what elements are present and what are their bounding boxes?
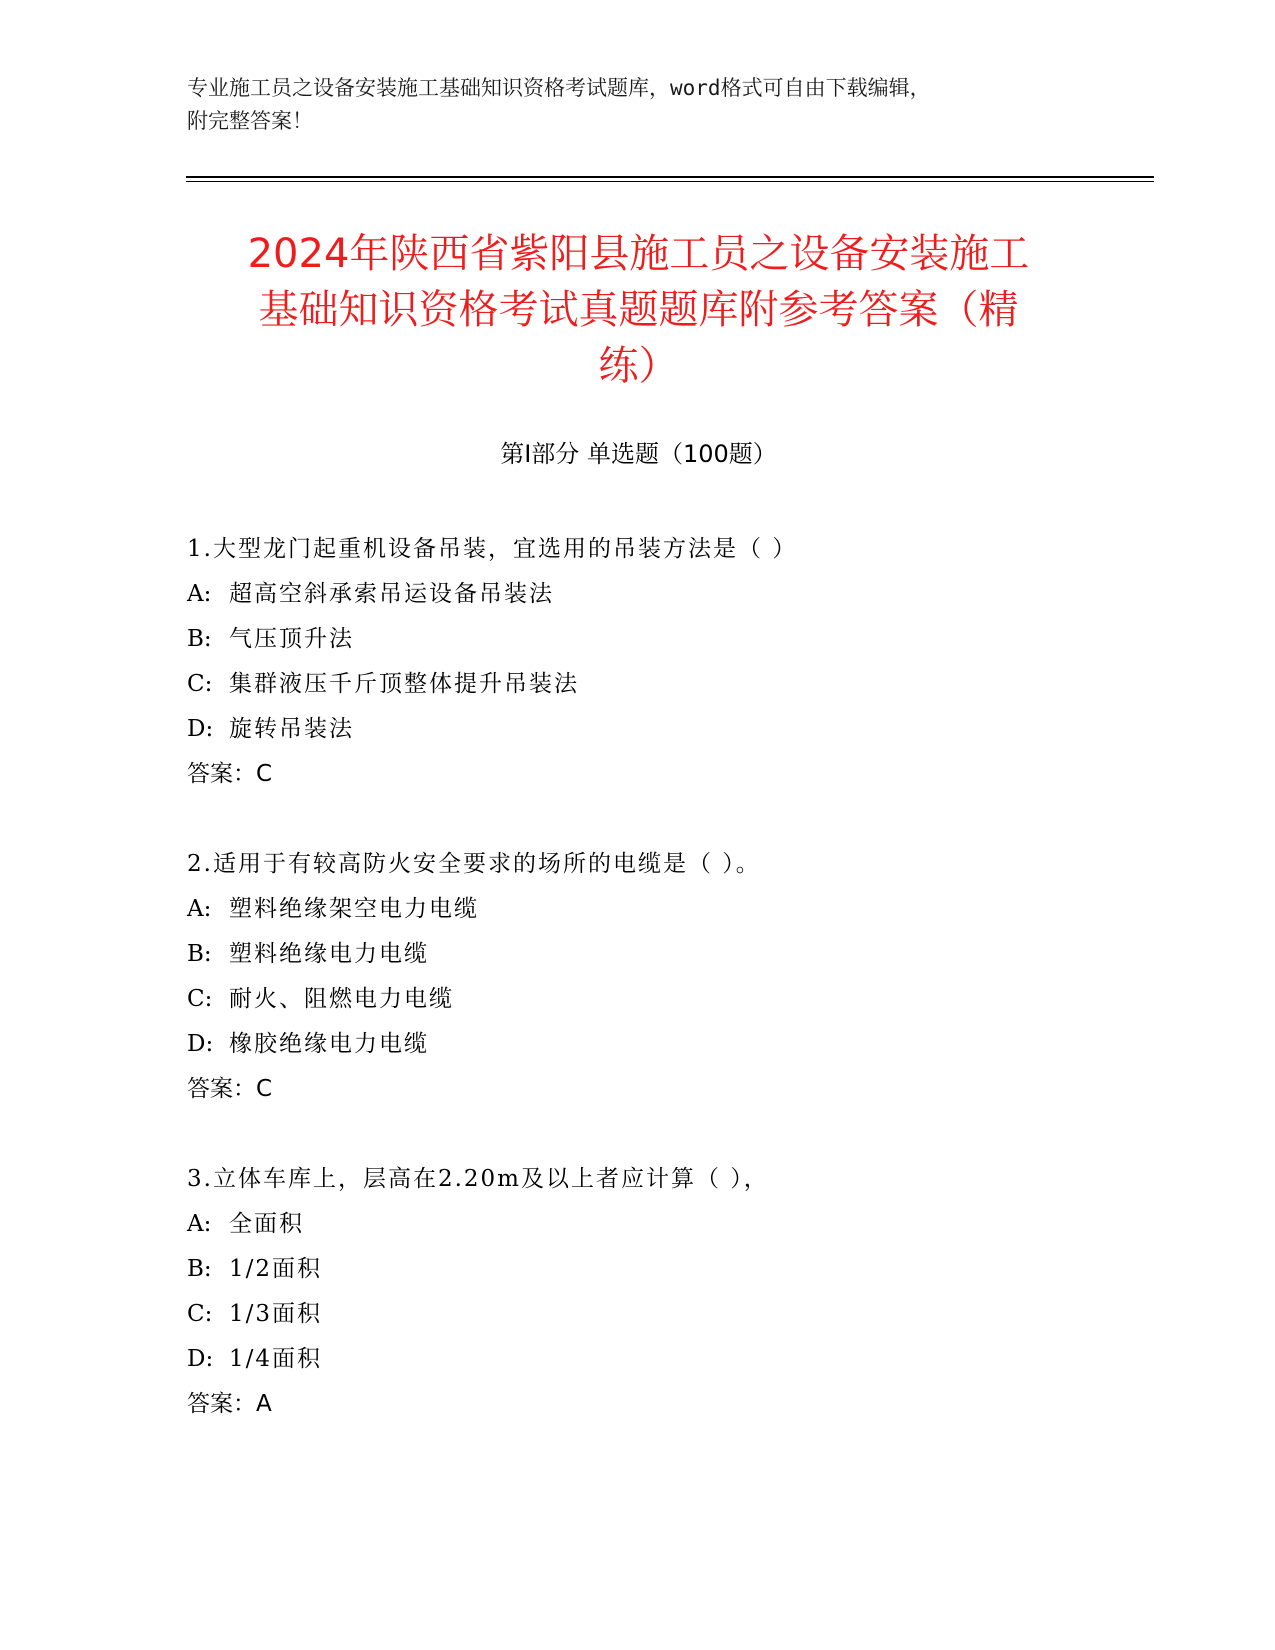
option-letter: D: bbox=[187, 1346, 214, 1372]
option-text: 1/4面积 bbox=[229, 1346, 323, 1372]
answer-line: 答案：A bbox=[187, 1391, 272, 1417]
option-letter: B: bbox=[187, 941, 212, 967]
option-letter: D: bbox=[187, 716, 214, 742]
option-text: 橡胶绝缘电力电缆 bbox=[229, 1031, 429, 1057]
header-note bbox=[187, 72, 1087, 138]
document-title-line: 练） bbox=[598, 343, 679, 389]
option-d bbox=[187, 1337, 1087, 1382]
option-letter: C: bbox=[187, 986, 213, 1012]
option-letter: C: bbox=[187, 1301, 213, 1327]
option-text: 1/2面积 bbox=[229, 1256, 323, 1282]
option-text: 旋转吊装法 bbox=[229, 716, 354, 742]
answer-line: 答案：C bbox=[187, 1076, 273, 1102]
option-text: 塑料绝缘架空电力电缆 bbox=[229, 896, 479, 922]
option-d bbox=[187, 707, 1087, 752]
option-letter: B: bbox=[187, 1256, 212, 1282]
header-divider-thick bbox=[186, 176, 1154, 178]
question-list bbox=[187, 527, 1087, 1472]
header-note-line: 专业施工员之设备安装施工基础知识资格考试题库，word格式可自由下载编辑， bbox=[187, 76, 931, 100]
option-d bbox=[187, 1022, 1087, 1067]
option-b bbox=[187, 1247, 1087, 1292]
option-text: 集群液压千斤顶整体提升吊装法 bbox=[229, 671, 579, 697]
option-c bbox=[187, 977, 1087, 1022]
section-heading: 第Ⅰ部分 单选题（100题） bbox=[500, 440, 777, 468]
option-letter: B: bbox=[187, 626, 212, 652]
option-text: 耐火、阻燃电力电缆 bbox=[229, 986, 454, 1012]
question-stem: 1.大型龙门起重机设备吊装，宜选用的吊装方法是（ ） bbox=[187, 536, 798, 562]
option-a bbox=[187, 572, 1087, 617]
question-stem: 2.适用于有较高防火安全要求的场所的电缆是（ ）。 bbox=[187, 851, 761, 877]
question-stem: 3.立体车库上，层高在2.20m及以上者应计算（ ）， bbox=[187, 1166, 769, 1192]
option-letter: A: bbox=[187, 581, 212, 607]
option-a bbox=[187, 887, 1087, 932]
document-title bbox=[186, 226, 1091, 394]
option-letter: C: bbox=[187, 671, 213, 697]
header-note-line: 附完整答案！ bbox=[187, 109, 313, 133]
option-c bbox=[187, 662, 1087, 707]
answer-line: 答案：C bbox=[187, 761, 273, 787]
option-text: 1/3面积 bbox=[229, 1301, 323, 1327]
question-3 bbox=[187, 1157, 1087, 1427]
question-2 bbox=[187, 842, 1087, 1112]
option-text: 全面积 bbox=[229, 1211, 304, 1237]
option-b bbox=[187, 932, 1087, 977]
option-letter: D: bbox=[187, 1031, 214, 1057]
option-letter: A: bbox=[187, 1211, 212, 1237]
document-title-line: 基础知识资格考试真题题库附参考答案（精 bbox=[258, 287, 1019, 333]
option-text: 超高空斜承索吊运设备吊装法 bbox=[229, 581, 554, 607]
option-b bbox=[187, 617, 1087, 662]
option-a bbox=[187, 1202, 1087, 1247]
option-c bbox=[187, 1292, 1087, 1337]
option-text: 气压顶升法 bbox=[229, 626, 354, 652]
option-text: 塑料绝缘电力电缆 bbox=[229, 941, 429, 967]
question-1 bbox=[187, 527, 1087, 797]
document-title-line: 2024年陕西省紫阳县施工员之设备安装施工 bbox=[247, 231, 1030, 277]
header-divider-thin bbox=[186, 181, 1154, 182]
option-letter: A: bbox=[187, 896, 212, 922]
